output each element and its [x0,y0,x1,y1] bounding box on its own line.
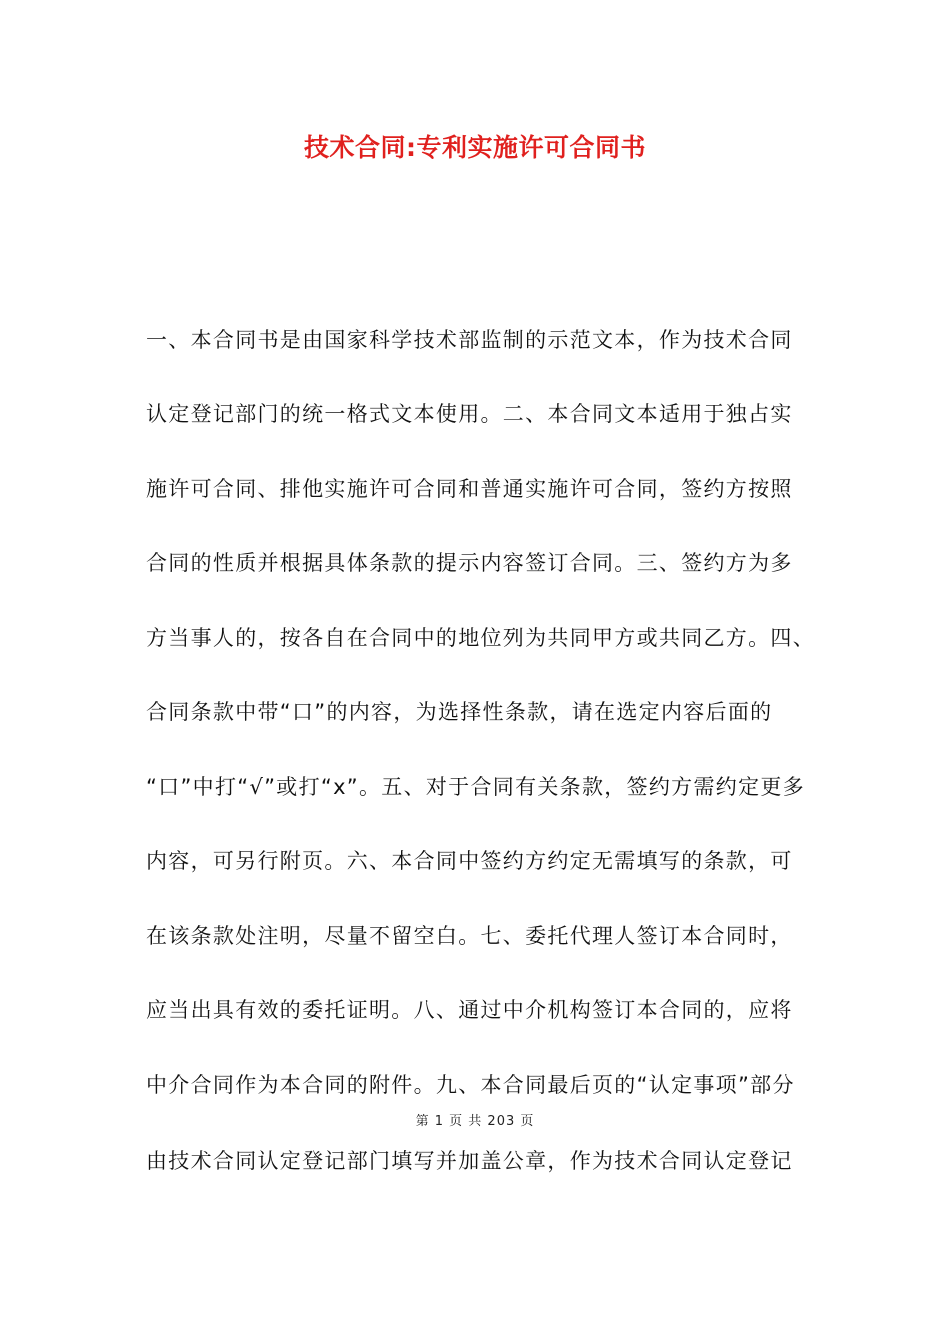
paragraph-line: 合同条款中带“口”的内容，为选择性条款，请在选定内容后面的 [146,700,773,724]
document-title: 技术合同:专利实施许可合同书 [304,133,646,162]
paragraph-line: 合同的性质并根据具体条款的提示内容签订合同。三、签约方为多 [146,551,793,575]
paragraph-line: 施许可合同、排他实施许可合同和普通实施许可合同，签约方按照 [146,477,793,501]
paragraph-line: 应当出具有效的委托证明。八、通过中介机构签订本合同的，应将 [146,998,793,1022]
paragraph-line: 方当事人的，按各自在合同中的地位列为共同甲方或共同乙方。四、 [146,626,815,650]
paragraph-line: 一、本合同书是由国家科学技术部监制的示范文本，作为技术合同 [146,328,793,352]
paragraph-line: 中介合同作为本合同的附件。九、本合同最后页的“认定事项”部分 [146,1073,795,1097]
paragraph-line: 认定登记部门的统一格式文本使用。二、本合同文本适用于独占实 [146,402,793,426]
paragraph-line: “口”中打“√”或打“x”。五、对于合同有关条款，签约方需约定更多 [146,775,805,799]
page-number-footer: 第 1 页 共 203 页 [415,1114,535,1129]
paragraph-line: 内容，可另行附页。六、本合同中签约方约定无需填写的条款，可 [146,849,793,873]
paragraph-line: 由技术合同认定登记部门填写并加盖公章，作为技术合同认定登记 [146,1149,793,1173]
paragraph-line: 在该条款处注明，尽量不留空白。七、委托代理人签订本合同时， [146,924,793,948]
